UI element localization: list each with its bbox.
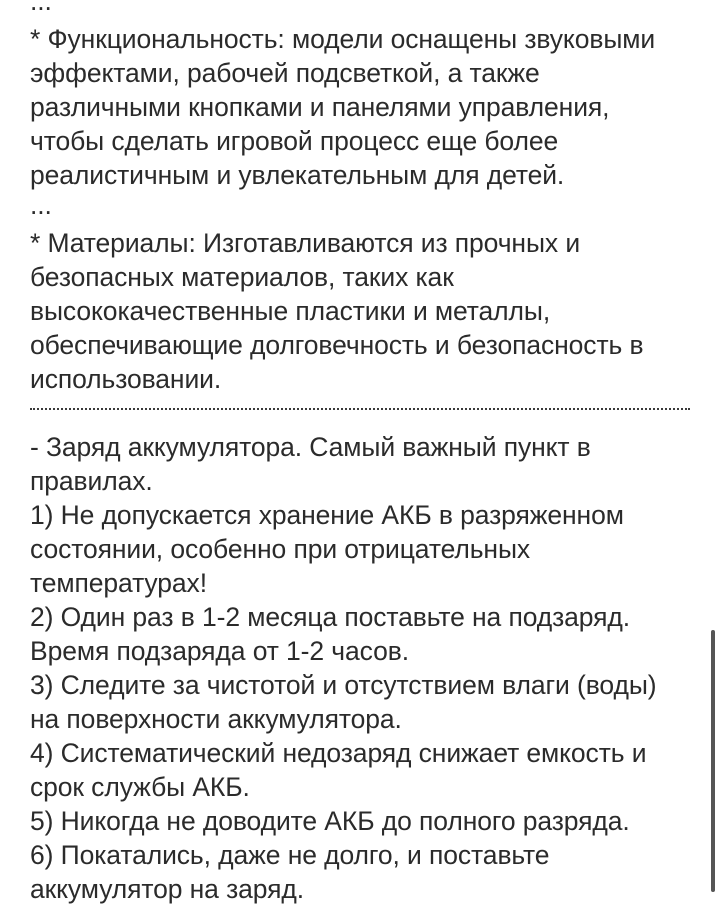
battery-heading-line: - Заряд аккумулятора. Самый важный пункт в bbox=[30, 432, 591, 462]
dotted-separator bbox=[30, 396, 690, 430]
rule-line: Время подзаряда от 1-2 часов. bbox=[30, 636, 409, 666]
rule-line: температурах! bbox=[30, 568, 207, 598]
text-line: высококачественные пластики и металлы, bbox=[30, 296, 551, 326]
functionality-paragraph bbox=[30, 22, 690, 192]
text-line: реалистичным и увлекательным для детей. bbox=[30, 160, 565, 190]
battery-section bbox=[30, 430, 690, 906]
rule-line: 4) Систематический недозаряд снижает емкость и bbox=[30, 738, 647, 768]
scrollbar-thumb[interactable] bbox=[711, 630, 715, 892]
text-line: безопасных материалов, таких как bbox=[30, 262, 454, 292]
text-line: различными кнопками и панелями управления, bbox=[30, 92, 610, 122]
battery-heading-line: правилах. bbox=[30, 466, 153, 496]
rule-line: состоянии, особенно при отрицательных bbox=[30, 534, 531, 564]
rule-line: на поверхности аккумулятора. bbox=[30, 704, 402, 734]
text-line: чтобы сделать игровой процесс еще более bbox=[30, 126, 559, 156]
rule-line: 5) Никогда не доводите АКБ до полного разряда. bbox=[30, 806, 630, 836]
text-line: * Материалы: Изготавливаются из прочных и bbox=[30, 228, 581, 258]
ellipsis-middle: ... bbox=[30, 190, 52, 220]
rule-line: 6) Покатались, даже не долго, и поставьте bbox=[30, 840, 550, 870]
rule-line: срок службы АКБ. bbox=[30, 772, 250, 802]
text-line: использовании. bbox=[30, 364, 222, 394]
rule-line: 2) Один раз в 1-2 месяца поставьте на подзаряд. bbox=[30, 602, 631, 632]
materials-paragraph bbox=[30, 226, 690, 396]
rule-line: аккумулятор на заряд. bbox=[30, 874, 304, 904]
text-line: * Функциональность: модели оснащены звуковыми bbox=[30, 24, 656, 54]
text-line: эффектами, рабочей подсветкой, а также bbox=[30, 58, 540, 88]
ellipsis-top: ... bbox=[30, 0, 52, 16]
rule-line: 1) Не допускается хранение АКБ в разряженном bbox=[30, 500, 624, 530]
text-line: обеспечивающие долговечность и безопасность в bbox=[30, 330, 644, 360]
rule-line: 3) Следите за чистотой и отсутствием влаги (воды) bbox=[30, 670, 657, 700]
